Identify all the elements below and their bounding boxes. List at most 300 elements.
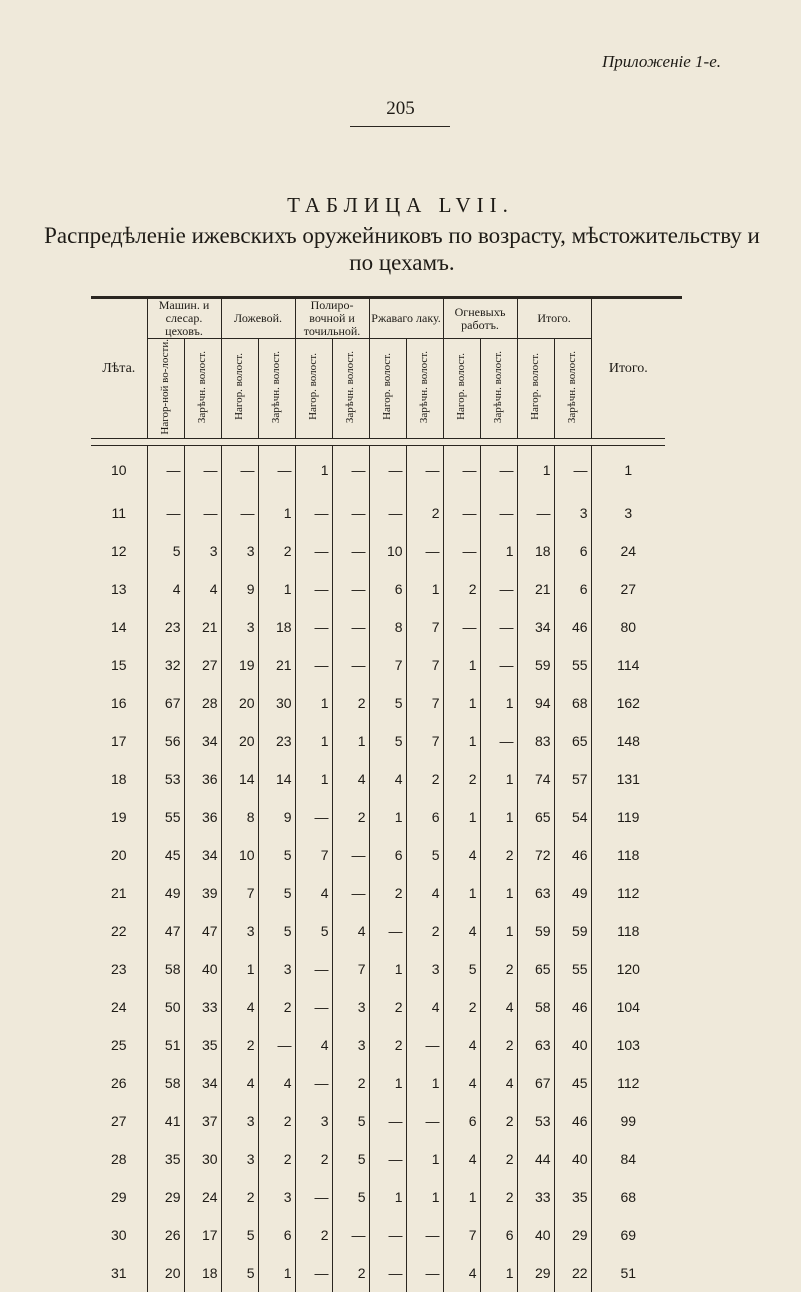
value-cell: — — [369, 445, 406, 494]
value-cell: — — [295, 646, 332, 684]
value-cell: 3 — [258, 950, 295, 988]
value-cell: 3 — [221, 912, 258, 950]
value-cell: — — [332, 570, 369, 608]
value-cell: 7 — [443, 1216, 480, 1254]
subheader-label: Зарѣчн. волост. — [492, 350, 505, 423]
year-cell: 18 — [91, 760, 147, 798]
year-cell: 24 — [91, 988, 147, 1026]
value-cell: 4 — [406, 988, 443, 1026]
value-cell: 37 — [184, 1102, 221, 1140]
year-cell: 21 — [91, 874, 147, 912]
value-cell: 36 — [184, 798, 221, 836]
value-cell: 46 — [554, 608, 591, 646]
value-cell: — — [295, 608, 332, 646]
subheader-label: Нагор. волост. — [233, 353, 246, 421]
value-cell: 1 — [258, 494, 295, 532]
value-cell: 33 — [517, 1178, 554, 1216]
header-group-polishing: Полиро-вочной и точильной. — [295, 299, 369, 339]
year-cell: 27 — [91, 1102, 147, 1140]
value-cell: 1 — [480, 760, 517, 798]
subheader-cell — [147, 339, 184, 439]
value-cell: 58 — [517, 988, 554, 1026]
table-row — [91, 1064, 665, 1102]
value-cell: 30 — [258, 684, 295, 722]
subheader-label: Зарѣчн. волост. — [566, 350, 579, 423]
value-cell: 1 — [443, 646, 480, 684]
value-cell: — — [332, 608, 369, 646]
subheader-label: Зарѣчн. волост. — [418, 350, 431, 423]
separator-cell — [91, 438, 665, 445]
value-cell: — — [369, 912, 406, 950]
value-cell: 5 — [258, 874, 295, 912]
value-cell: 20 — [221, 684, 258, 722]
table-row — [91, 1254, 665, 1292]
subheader-label: Зарѣчн. волост. — [270, 350, 283, 423]
value-cell: 47 — [184, 912, 221, 950]
value-cell: 35 — [554, 1178, 591, 1216]
value-cell: 14 — [258, 760, 295, 798]
value-cell: — — [184, 494, 221, 532]
value-cell: 4 — [221, 988, 258, 1026]
value-cell: — — [480, 570, 517, 608]
value-cell: 4 — [369, 760, 406, 798]
table-row — [91, 494, 665, 532]
table-row — [91, 1140, 665, 1178]
value-cell: 3 — [554, 494, 591, 532]
value-cell: 49 — [554, 874, 591, 912]
value-cell: 3 — [221, 1140, 258, 1178]
total-cell: 69 — [620, 1226, 637, 1243]
table-row — [91, 1216, 665, 1254]
value-cell: — — [406, 1216, 443, 1254]
value-cell: — — [369, 1102, 406, 1140]
table-row — [91, 684, 665, 722]
year-cell: 15 — [91, 646, 147, 684]
value-cell: 3 — [406, 950, 443, 988]
header-total: Итого. — [591, 299, 665, 438]
year-cell: 13 — [91, 570, 147, 608]
header-group-subtotal: Итого. — [517, 299, 591, 339]
header-group-fire: Огневыхъ работъ. — [443, 299, 517, 339]
value-cell: — — [184, 445, 221, 494]
value-cell: — — [295, 1064, 332, 1102]
value-cell: 6 — [554, 532, 591, 570]
header-group-machine: Машин. и слесар. цеховъ. — [147, 299, 221, 339]
value-cell: — — [369, 1254, 406, 1292]
value-cell: — — [554, 445, 591, 494]
value-cell: 46 — [554, 988, 591, 1026]
value-cell: 45 — [554, 1064, 591, 1102]
year-cell: 28 — [91, 1140, 147, 1178]
value-cell: 4 — [443, 836, 480, 874]
value-cell: 1 — [443, 798, 480, 836]
value-cell: 4 — [332, 760, 369, 798]
subheader-cell — [369, 339, 406, 439]
value-cell: 29 — [554, 1216, 591, 1254]
value-cell: 7 — [406, 684, 443, 722]
value-cell: 4 — [443, 1254, 480, 1292]
subheader-cell — [332, 339, 369, 439]
table-row — [91, 1178, 665, 1216]
value-cell: 9 — [221, 570, 258, 608]
value-cell: 1 — [406, 570, 443, 608]
subheader-cell — [517, 339, 554, 439]
subheader-cell — [443, 339, 480, 439]
total-cell: 1 — [624, 461, 633, 478]
value-cell: 59 — [517, 912, 554, 950]
total-cell: 80 — [620, 618, 637, 635]
value-cell: 1 — [480, 532, 517, 570]
value-cell: 4 — [221, 1064, 258, 1102]
value-cell: 28 — [184, 684, 221, 722]
value-cell: 59 — [517, 646, 554, 684]
value-cell: — — [295, 950, 332, 988]
value-cell: 1 — [369, 798, 406, 836]
value-cell: 45 — [147, 836, 184, 874]
value-cell: 6 — [406, 798, 443, 836]
value-cell: 34 — [184, 1064, 221, 1102]
value-cell: 6 — [443, 1102, 480, 1140]
value-cell: — — [332, 445, 369, 494]
total-cell: 118 — [617, 922, 640, 939]
value-cell: 4 — [443, 1064, 480, 1102]
value-cell: 5 — [332, 1102, 369, 1140]
value-cell: 63 — [517, 1026, 554, 1064]
value-cell: 2 — [221, 1026, 258, 1064]
value-cell: 6 — [480, 1216, 517, 1254]
table-row — [91, 988, 665, 1026]
value-cell: — — [443, 608, 480, 646]
value-cell: 23 — [147, 608, 184, 646]
value-cell: 5 — [332, 1178, 369, 1216]
value-cell: 5 — [443, 950, 480, 988]
value-cell: 56 — [147, 722, 184, 760]
value-cell: 2 — [480, 950, 517, 988]
value-cell: 3 — [332, 988, 369, 1026]
value-cell: 1 — [406, 1140, 443, 1178]
year-cell: 17 — [91, 722, 147, 760]
value-cell: 2 — [332, 1064, 369, 1102]
value-cell: 41 — [147, 1102, 184, 1140]
value-cell: 2 — [406, 912, 443, 950]
value-cell: 67 — [517, 1064, 554, 1102]
value-cell: 67 — [147, 684, 184, 722]
value-cell: — — [295, 570, 332, 608]
value-cell: — — [332, 1216, 369, 1254]
value-cell: — — [480, 608, 517, 646]
subheader-cell — [554, 339, 591, 439]
value-cell: — — [221, 445, 258, 494]
value-cell: 23 — [258, 722, 295, 760]
total-cell: 114 — [617, 656, 640, 673]
value-cell: 1 — [480, 684, 517, 722]
table-row — [91, 1102, 665, 1140]
value-cell: 4 — [406, 874, 443, 912]
subheader-cell — [295, 339, 332, 439]
value-cell: — — [295, 988, 332, 1026]
value-cell: 6 — [369, 570, 406, 608]
value-cell: 1 — [369, 950, 406, 988]
value-cell: 2 — [480, 1026, 517, 1064]
value-cell: 34 — [517, 608, 554, 646]
value-cell: 5 — [406, 836, 443, 874]
total-cell: 148 — [616, 732, 640, 749]
table-row — [91, 874, 665, 912]
value-cell: 46 — [554, 1102, 591, 1140]
value-cell: 47 — [147, 912, 184, 950]
value-cell: 21 — [258, 646, 295, 684]
total-cell: 68 — [620, 1188, 637, 1205]
subheader-label: Нагор. волост. — [455, 353, 468, 421]
subheader-label: Нагор. волост. — [307, 353, 320, 421]
value-cell: 4 — [258, 1064, 295, 1102]
table-row — [91, 570, 665, 608]
table-row — [91, 760, 665, 798]
value-cell: 1 — [369, 1178, 406, 1216]
value-cell: 65 — [517, 798, 554, 836]
total-cell: 131 — [616, 770, 640, 787]
value-cell: 7 — [369, 646, 406, 684]
year-cell: 22 — [91, 912, 147, 950]
value-cell: 5 — [295, 912, 332, 950]
value-cell: — — [480, 445, 517, 494]
total-cell: 104 — [616, 998, 640, 1015]
value-cell: 20 — [147, 1254, 184, 1292]
value-cell: — — [480, 494, 517, 532]
total-cell: 51 — [620, 1264, 637, 1281]
header-group-lacquer: Ржаваго лаку. — [369, 299, 443, 339]
value-cell: 1 — [295, 445, 332, 494]
value-cell: — — [406, 445, 443, 494]
header-separator — [91, 438, 665, 445]
value-cell: 51 — [147, 1026, 184, 1064]
value-cell: — — [517, 494, 554, 532]
table-row — [91, 445, 665, 494]
year-cell: 19 — [91, 798, 147, 836]
value-cell: 54 — [554, 798, 591, 836]
total-cell: 162 — [616, 694, 640, 711]
value-cell: — — [406, 1102, 443, 1140]
value-cell: 40 — [554, 1140, 591, 1178]
value-cell: — — [406, 532, 443, 570]
value-cell: 1 — [443, 722, 480, 760]
value-cell: 8 — [369, 608, 406, 646]
table-row — [91, 646, 665, 684]
value-cell: 2 — [369, 1026, 406, 1064]
value-cell: 53 — [517, 1102, 554, 1140]
year-cell: 12 — [91, 532, 147, 570]
value-cell: 2 — [480, 1102, 517, 1140]
value-cell: 2 — [332, 1254, 369, 1292]
value-cell: 1 — [332, 722, 369, 760]
value-cell: 17 — [184, 1216, 221, 1254]
value-cell: 1 — [406, 1064, 443, 1102]
total-cell: 27 — [620, 580, 637, 597]
value-cell: 5 — [221, 1216, 258, 1254]
value-cell: — — [295, 798, 332, 836]
subheader-cell — [184, 339, 221, 439]
value-cell: 2 — [443, 988, 480, 1026]
value-cell: 3 — [221, 532, 258, 570]
subheader-cell — [221, 339, 258, 439]
value-cell: 14 — [221, 760, 258, 798]
page-number-rule — [350, 126, 450, 127]
total-cell: 3 — [624, 504, 633, 521]
value-cell: 2 — [406, 494, 443, 532]
value-cell: 32 — [147, 646, 184, 684]
table-row — [91, 836, 665, 874]
year-cell: 14 — [91, 608, 147, 646]
subheader-cell — [480, 339, 517, 439]
value-cell: 55 — [554, 950, 591, 988]
value-cell: 4 — [480, 1064, 517, 1102]
value-cell: 5 — [369, 722, 406, 760]
value-cell: 30 — [184, 1140, 221, 1178]
value-cell: 5 — [258, 836, 295, 874]
value-cell: — — [221, 494, 258, 532]
header-group-stock: Ложевой. — [221, 299, 295, 339]
value-cell: 2 — [258, 532, 295, 570]
value-cell: 6 — [554, 570, 591, 608]
age-distribution-table — [91, 299, 665, 1292]
value-cell: — — [258, 445, 295, 494]
value-cell: 4 — [443, 1026, 480, 1064]
value-cell: 1 — [443, 684, 480, 722]
value-cell: 7 — [406, 608, 443, 646]
value-cell: 21 — [184, 608, 221, 646]
value-cell: 20 — [221, 722, 258, 760]
year-cell: 25 — [91, 1026, 147, 1064]
table-row — [91, 608, 665, 646]
value-cell: 2 — [258, 988, 295, 1026]
value-cell: 1 — [443, 1178, 480, 1216]
value-cell: 50 — [147, 988, 184, 1026]
value-cell: 35 — [147, 1140, 184, 1178]
value-cell: 9 — [258, 798, 295, 836]
value-cell: 18 — [184, 1254, 221, 1292]
value-cell: 5 — [258, 912, 295, 950]
value-cell: 2 — [480, 1140, 517, 1178]
value-cell: 58 — [147, 1064, 184, 1102]
table-title: ТАБЛИЦА LVII. — [287, 193, 514, 217]
value-cell: 65 — [554, 722, 591, 760]
value-cell: — — [295, 1254, 332, 1292]
value-cell: 21 — [517, 570, 554, 608]
value-cell: 53 — [147, 760, 184, 798]
table-row — [91, 798, 665, 836]
value-cell: — — [147, 494, 184, 532]
value-cell: 49 — [147, 874, 184, 912]
value-cell: 3 — [221, 608, 258, 646]
value-cell: 1 — [517, 445, 554, 494]
value-cell: — — [369, 1140, 406, 1178]
value-cell: 4 — [295, 1026, 332, 1064]
total-cell: 120 — [616, 960, 640, 977]
subheader-label: Нагор. волост. — [529, 353, 542, 421]
value-cell: — — [480, 646, 517, 684]
table-row — [91, 722, 665, 760]
value-cell: 2 — [369, 988, 406, 1026]
value-cell: 34 — [184, 836, 221, 874]
page-number: 205 — [386, 98, 415, 119]
value-cell: — — [295, 1178, 332, 1216]
value-cell: 65 — [517, 950, 554, 988]
appendix-label: Приложеніе 1-е. — [601, 52, 721, 71]
value-cell: 58 — [147, 950, 184, 988]
value-cell: — — [443, 532, 480, 570]
value-cell: 40 — [184, 950, 221, 988]
value-cell: 1 — [406, 1178, 443, 1216]
subheader-cell — [406, 339, 443, 439]
value-cell: 2 — [332, 798, 369, 836]
table-body — [91, 438, 665, 1292]
value-cell: 3 — [332, 1026, 369, 1064]
value-cell: 18 — [258, 608, 295, 646]
value-cell: 2 — [443, 570, 480, 608]
year-cell: 29 — [91, 1178, 147, 1216]
value-cell: 10 — [369, 532, 406, 570]
value-cell: 1 — [480, 798, 517, 836]
value-cell: 2 — [443, 760, 480, 798]
value-cell: 1 — [258, 1254, 295, 1292]
value-cell: 22 — [554, 1254, 591, 1292]
value-cell: 29 — [147, 1178, 184, 1216]
total-cell: 112 — [617, 884, 640, 901]
value-cell: 1 — [258, 570, 295, 608]
value-cell: 4 — [443, 1140, 480, 1178]
value-cell: 94 — [517, 684, 554, 722]
value-cell: 2 — [332, 684, 369, 722]
value-cell: 4 — [184, 570, 221, 608]
value-cell: 33 — [184, 988, 221, 1026]
value-cell: 7 — [406, 722, 443, 760]
value-cell: 3 — [258, 1178, 295, 1216]
value-cell: 4 — [332, 912, 369, 950]
total-cell: 118 — [617, 846, 640, 863]
year-cell: 20 — [91, 836, 147, 874]
total-cell: 119 — [617, 808, 640, 825]
table-row — [91, 950, 665, 988]
value-cell: 7 — [332, 950, 369, 988]
value-cell: 68 — [554, 684, 591, 722]
value-cell: 55 — [554, 646, 591, 684]
value-cell: — — [406, 1026, 443, 1064]
value-cell: 1 — [480, 874, 517, 912]
header-year: Лѣта. — [91, 299, 147, 438]
value-cell: 2 — [258, 1102, 295, 1140]
table-subtitle: Распредѣленіе ижевскихъ оружейниковъ по возрасту, мѣстожительству и по цехамъ. — [44, 223, 760, 275]
subheader-label: Нагор-ной во-лости. — [159, 339, 171, 435]
value-cell: 2 — [295, 1140, 332, 1178]
value-cell: 2 — [406, 760, 443, 798]
year-cell: 26 — [91, 1064, 147, 1102]
value-cell: 7 — [406, 646, 443, 684]
table-row — [91, 532, 665, 570]
year-cell: 23 — [91, 950, 147, 988]
value-cell: 27 — [184, 646, 221, 684]
year-cell: 10 — [91, 445, 147, 494]
value-cell: 39 — [184, 874, 221, 912]
table-row — [91, 1026, 665, 1064]
value-cell: 5 — [332, 1140, 369, 1178]
year-cell: 31 — [91, 1254, 147, 1292]
table-container — [91, 296, 682, 1292]
total-cell: 84 — [620, 1150, 637, 1167]
value-cell: 26 — [147, 1216, 184, 1254]
value-cell: 2 — [258, 1140, 295, 1178]
value-cell: 4 — [295, 874, 332, 912]
value-cell: 63 — [517, 874, 554, 912]
